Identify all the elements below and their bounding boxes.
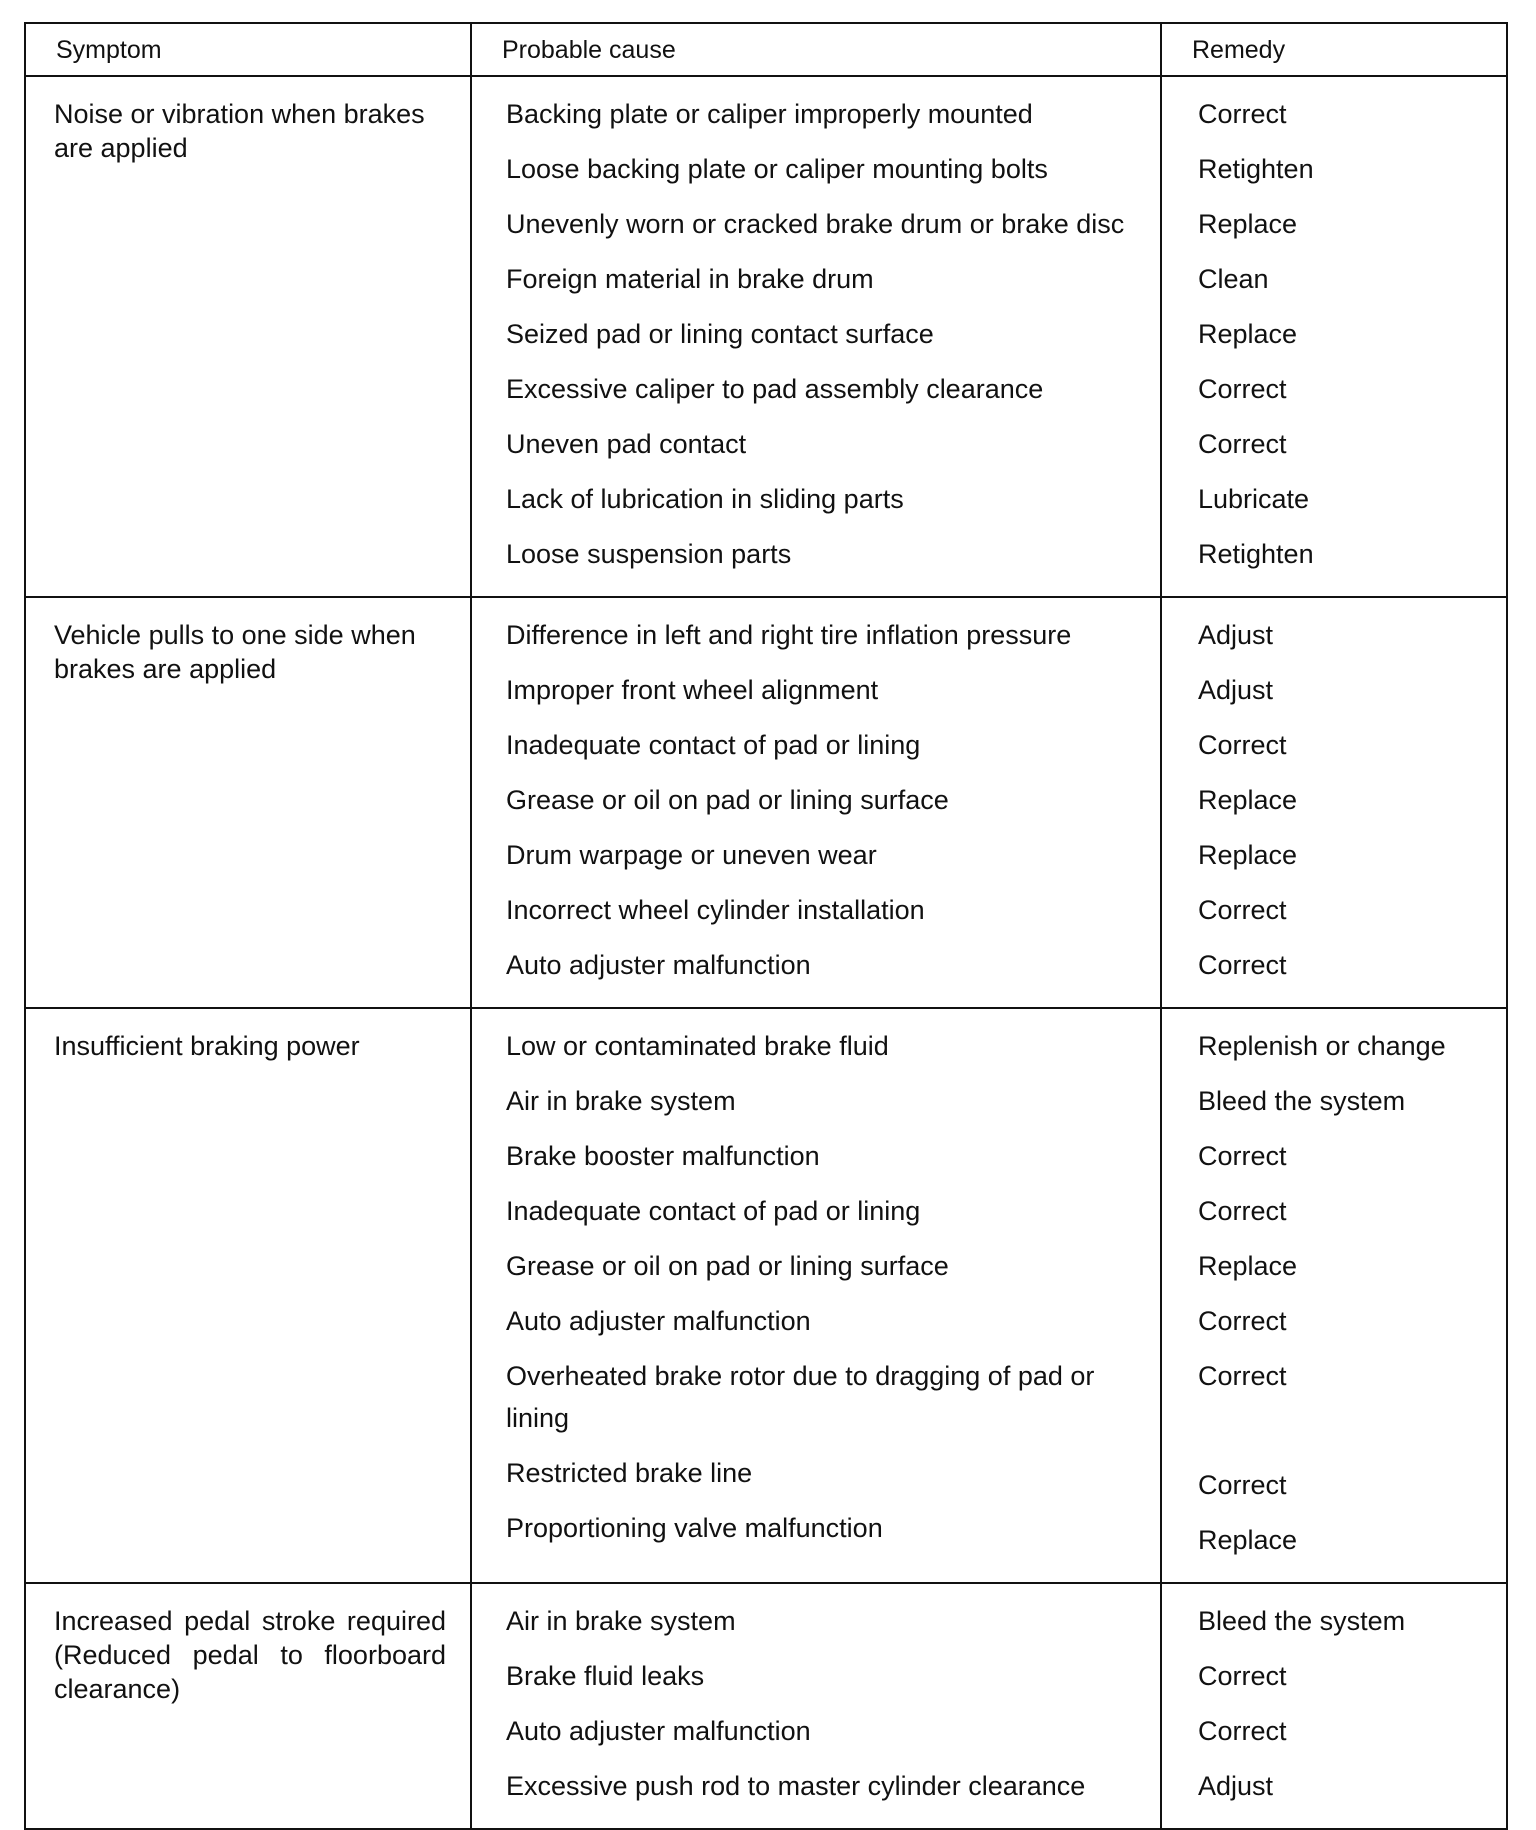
cause-item: Air in brake system: [506, 1086, 736, 1116]
troubleshooting-table: [24, 22, 1508, 1830]
remedy-item: Bleed the system: [1198, 1606, 1406, 1636]
remedy-item: Adjust: [1198, 620, 1274, 650]
cause-list: [471, 1008, 1161, 1583]
symptom-cell: Vehicle pulls to one side when brakes are applied: [25, 597, 471, 1008]
cause-item: Air in brake system: [506, 1606, 736, 1636]
remedy-item: Replace: [1198, 1251, 1298, 1281]
header-remedy: Remedy: [1161, 23, 1507, 76]
cause-item: Foreign material in brake drum: [506, 264, 874, 294]
cause-item: Uneven pad contact: [506, 429, 747, 459]
remedy-item: Correct: [1198, 1470, 1287, 1500]
remedy-item: Correct: [1198, 99, 1287, 129]
symptom-group-pulls: [25, 597, 1507, 1008]
remedy-item: Replace: [1198, 319, 1298, 349]
cause-item: Grease or oil on pad or lining surface: [506, 785, 949, 815]
cause-item: Backing plate or caliper improperly mounted: [506, 99, 1033, 129]
cause-item: Proportioning valve malfunction: [506, 1513, 883, 1543]
cause-item: Difference in left and right tire inflation pressure: [506, 620, 1072, 650]
header-probable-cause: Probable cause: [471, 23, 1161, 76]
symptom-cell: Insufficient braking power: [25, 1008, 471, 1583]
remedy-item: Replace: [1198, 209, 1298, 239]
remedy-list: [1161, 1583, 1507, 1829]
header-symptom: Symptom: [25, 23, 471, 76]
remedy-item: Correct: [1198, 730, 1287, 760]
symptom-cell: Noise or vibration when brakes are applied: [25, 76, 471, 597]
cause-item: Excessive caliper to pad assembly clearance: [506, 374, 1044, 404]
remedy-item: Replace: [1198, 840, 1298, 870]
cause-list: [471, 76, 1161, 597]
cause-item: Unevenly worn or cracked brake drum or brake disc: [506, 209, 1125, 239]
cause-item: Restricted brake line: [506, 1458, 753, 1488]
cause-item: Lack of lubrication in sliding parts: [506, 484, 904, 514]
cause-item: Seized pad or lining contact surface: [506, 319, 934, 349]
cause-item: Excessive push rod to master cylinder clearance: [506, 1771, 1086, 1801]
remedy-list: [1161, 1008, 1507, 1583]
cause-item: Loose backing plate or caliper mounting bolts: [506, 154, 1048, 184]
remedy-item: Adjust: [1198, 1771, 1274, 1801]
remedy-item: Correct: [1198, 950, 1287, 980]
remedy-item: Retighten: [1198, 154, 1314, 184]
cause-item: Inadequate contact of pad or lining: [506, 1196, 921, 1226]
remedy-item: Correct: [1198, 1306, 1287, 1336]
remedy-item: Correct: [1198, 1716, 1287, 1746]
remedy-item: Replace: [1198, 785, 1298, 815]
cause-item: Auto adjuster malfunction: [506, 950, 811, 980]
remedy-item: Correct: [1198, 1361, 1287, 1391]
remedy-item: Replenish or change: [1198, 1031, 1446, 1061]
remedy-item: Retighten: [1198, 539, 1314, 569]
remedy-list: [1161, 597, 1507, 1008]
remedy-item: Lubricate: [1198, 484, 1310, 514]
symptom-cell: Increased pedal stroke required (Reduced pedal to floorboard clearance): [25, 1583, 471, 1829]
remedy-item: Adjust: [1198, 675, 1274, 705]
remedy-item: Correct: [1198, 429, 1287, 459]
cause-item: Auto adjuster malfunction: [506, 1306, 811, 1336]
cause-item: Overheated brake rotor due to dragging of pad or lining: [506, 1361, 1095, 1433]
remedy-item: Correct: [1198, 1141, 1287, 1171]
remedy-item: Correct: [1198, 1661, 1287, 1691]
remedy-item: Replace: [1198, 1525, 1298, 1555]
remedy-item: Clean: [1198, 264, 1269, 294]
cause-item: Inadequate contact of pad or lining: [506, 730, 921, 760]
remedy-item: Bleed the system: [1198, 1086, 1406, 1116]
remedy-list: [1161, 76, 1507, 597]
cause-item: Auto adjuster malfunction: [506, 1716, 811, 1746]
cause-item: Incorrect wheel cylinder installation: [506, 895, 925, 925]
cause-list: [471, 597, 1161, 1008]
remedy-item: Correct: [1198, 374, 1287, 404]
troubleshooting-document: [24, 22, 1506, 1801]
header-row: [25, 23, 1507, 76]
cause-item: Low or contaminated brake fluid: [506, 1031, 889, 1061]
remedy-item: Correct: [1198, 1196, 1287, 1226]
symptom-group-noise: [25, 76, 1507, 597]
cause-list: [471, 1583, 1161, 1829]
symptom-group-pedal-stroke: [25, 1583, 1507, 1829]
cause-item: Improper front wheel alignment: [506, 675, 879, 705]
symptom-group-braking-power: [25, 1008, 1507, 1583]
cause-item: Brake booster malfunction: [506, 1141, 820, 1171]
cause-item: Drum warpage or uneven wear: [506, 840, 877, 870]
cause-item: Grease or oil on pad or lining surface: [506, 1251, 949, 1281]
remedy-item: Correct: [1198, 895, 1287, 925]
cause-item: Loose suspension parts: [506, 539, 792, 569]
cause-item: Brake fluid leaks: [506, 1661, 705, 1691]
